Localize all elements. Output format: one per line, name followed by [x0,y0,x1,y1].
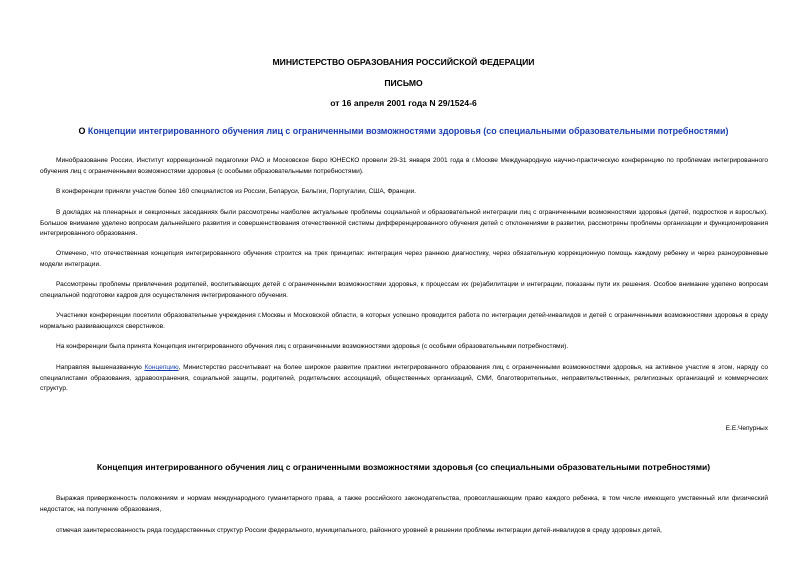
paragraph-participants: В конференции приняли участие более 160 специалистов из России, Беларуси, Бельгии, Португалии, США, Франции. [56,188,417,195]
concept-link[interactable]: Концепцию [144,364,179,371]
letter-title [0,126,807,137]
letter-title-prefix: О [78,126,88,136]
signature: Е.Е.Чепурных [725,425,768,432]
directive-text-after: , Министерство рассчитывает на более широкое развитие практики интегрированного образования лиц с ограниченными возможностями здоровья, на активное участие в этом, наряду со специалистами образования, здравоохранения, социальной защиты, родителей, родительских ассоциаций, общественных организаций, СМИ, благотворительных, неправительственных, религиозных организаций и коммерческих структур. [40,364,768,392]
concept-title-link[interactable]: Концепции интегрированного обучения лиц с ограниченными возможностями здоровья (со специальными образовательными потребностями) [87,126,729,136]
concept-paragraph-interest: отмечая заинтересованность ряда государственных структур России федерального, муниципального, районного уровней в решении проблемы интеграции детей-инвалидов в среду здоровых детей, [56,527,662,534]
ministry-heading: МИНИСТЕРСТВО ОБРАЗОВАНИЯ РОССИЙСКОЙ ФЕДЕРАЦИИ [272,57,535,67]
concept-heading: Концепция интегрированного обучения лиц с ограниченными возможностями здоровья (со специальными образовательными потребностями) [96,462,711,472]
paragraph-visits: Участники конференции посетили образовательные учреждения г.Москвы и Московской области, в которых успешно проводится работа по интеграции детей-инвалидов и детей с ограниченными возможностями здоровья в среду нормально развивающихся сверстников. [40,312,768,330]
concept-paragraph-commitment: Выражая приверженность положениям и нормам международного гуманитарного права, а также российского законодательства, провозглашающим право каждого ребенка, в том числе имеющего умственный или физический недостаток, на получение образования, [40,495,768,513]
paragraph-reports: В докладах на пленарных и секционных заседаниях были рассмотрены наиболее актуальные проблемы социальной и образовательной интеграции лиц с ограниченными возможностями здоровья (детей, подростков и взрослых). Большое внимание уделено вопросам дальнейшего развития и совершенствования отечественной системы дифференцированного обучения детей с отклонениями в развитии, рассмотрены проблемы организации и функционирования интегрированного образования. [40,209,768,237]
paragraph-adoption: На конференции была принята Концепция интегрированного обучения лиц с ограниченными возможностями здоровья (с особыми образовательными потребностями). [56,343,569,350]
document-type: ПИСЬМО [384,78,423,88]
directive-text-before: Направляя вышеназванную [56,364,145,371]
document-date-number: от 16 апреля 2001 года N 29/1524-6 [330,98,477,108]
paragraph-principles: Отмечено, что отечественная концепция интегрированного обучения строится на трех принципах: интеграция через раннюю диагностику, через обязательную коррекционную помощь каждому ребенку и через разноуровневые модели интеграции. [40,250,768,268]
paragraph-parents: Рассмотрены проблемы привлечения родителей, воспитывающих детей с ограниченными возможностями здоровья, к процессам их (ре)абилитации и интеграции, показаны пути их решения. Особое внимание уделено вопросам специальной подготовки кадров для осуществления интегрированного обучения. [40,281,768,299]
paragraph-conference: Минобразование России, Институт коррекционной педагогики РАО и Московское бюро ЮНЕСКО провели 29-31 января 2001 года в г.Москве Международную научно-практическую конференцию по проблемам интегрированного обучения лиц с ограниченными возможностями здоровья (с особыми образовательными потребностями). [40,157,768,175]
paragraph-directive [40,363,768,395]
